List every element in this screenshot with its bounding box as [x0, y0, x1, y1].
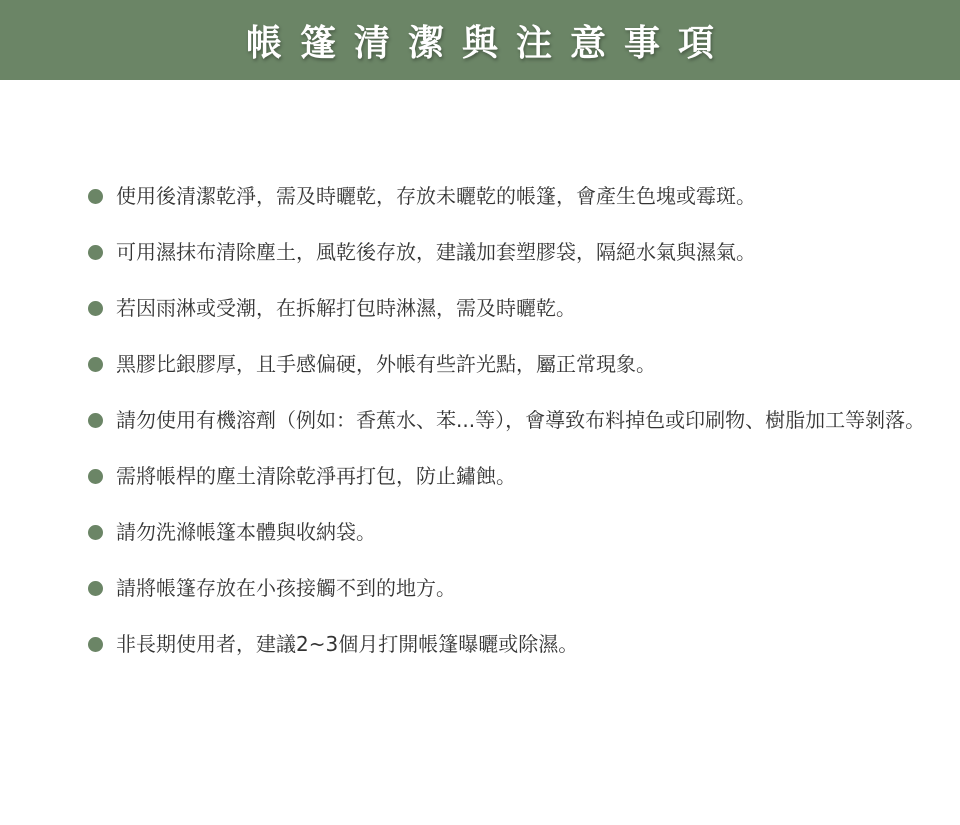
list-item-text: 請勿使用有機溶劑（例如：香蕉水、苯...等），會導致布料掉色或印刷物、樹脂加工等剝落。	[116, 408, 926, 432]
list-item-text: 若因雨淋或受潮，在拆解打包時淋濕，需及時曬乾。	[116, 296, 576, 320]
header-bar	[0, 0, 960, 80]
bullet-dot-icon	[88, 301, 103, 316]
bullet-dot-icon	[88, 357, 103, 372]
list-item	[88, 292, 928, 325]
list-item	[88, 572, 928, 605]
list-item	[88, 460, 928, 493]
list-item	[88, 628, 928, 661]
page-title: 帳篷清潔與注意事項	[245, 22, 732, 64]
bullet-dot-icon	[88, 525, 103, 540]
list-item-text: 黑膠比銀膠厚，且手感偏硬，外帳有些許光點，屬正常現象。	[116, 352, 656, 376]
list-item-text: 需將帳桿的塵土清除乾淨再打包，防止鏽蝕。	[116, 464, 516, 488]
bullet-dot-icon	[88, 637, 103, 652]
list-item-text: 可用濕抹布清除塵土，風乾後存放，建議加套塑膠袋，隔絕水氣與濕氣。	[116, 240, 756, 264]
bullet-dot-icon	[88, 413, 103, 428]
list-item	[88, 348, 928, 381]
list-item-text: 使用後清潔乾淨，需及時曬乾，存放未曬乾的帳篷，會產生色塊或霉斑。	[116, 184, 756, 208]
notes-list	[88, 180, 928, 684]
list-item	[88, 236, 928, 269]
list-item	[88, 404, 928, 437]
list-item-text: 非長期使用者，建議2~3個月打開帳篷曝曬或除濕。	[116, 632, 579, 656]
list-item-text: 請將帳篷存放在小孩接觸不到的地方。	[116, 576, 456, 600]
bullet-dot-icon	[88, 581, 103, 596]
list-item	[88, 180, 928, 213]
bullet-dot-icon	[88, 245, 103, 260]
list-item	[88, 516, 928, 549]
bullet-dot-icon	[88, 469, 103, 484]
bullet-dot-icon	[88, 189, 103, 204]
list-item-text: 請勿洗滌帳篷本體與收納袋。	[116, 520, 376, 544]
